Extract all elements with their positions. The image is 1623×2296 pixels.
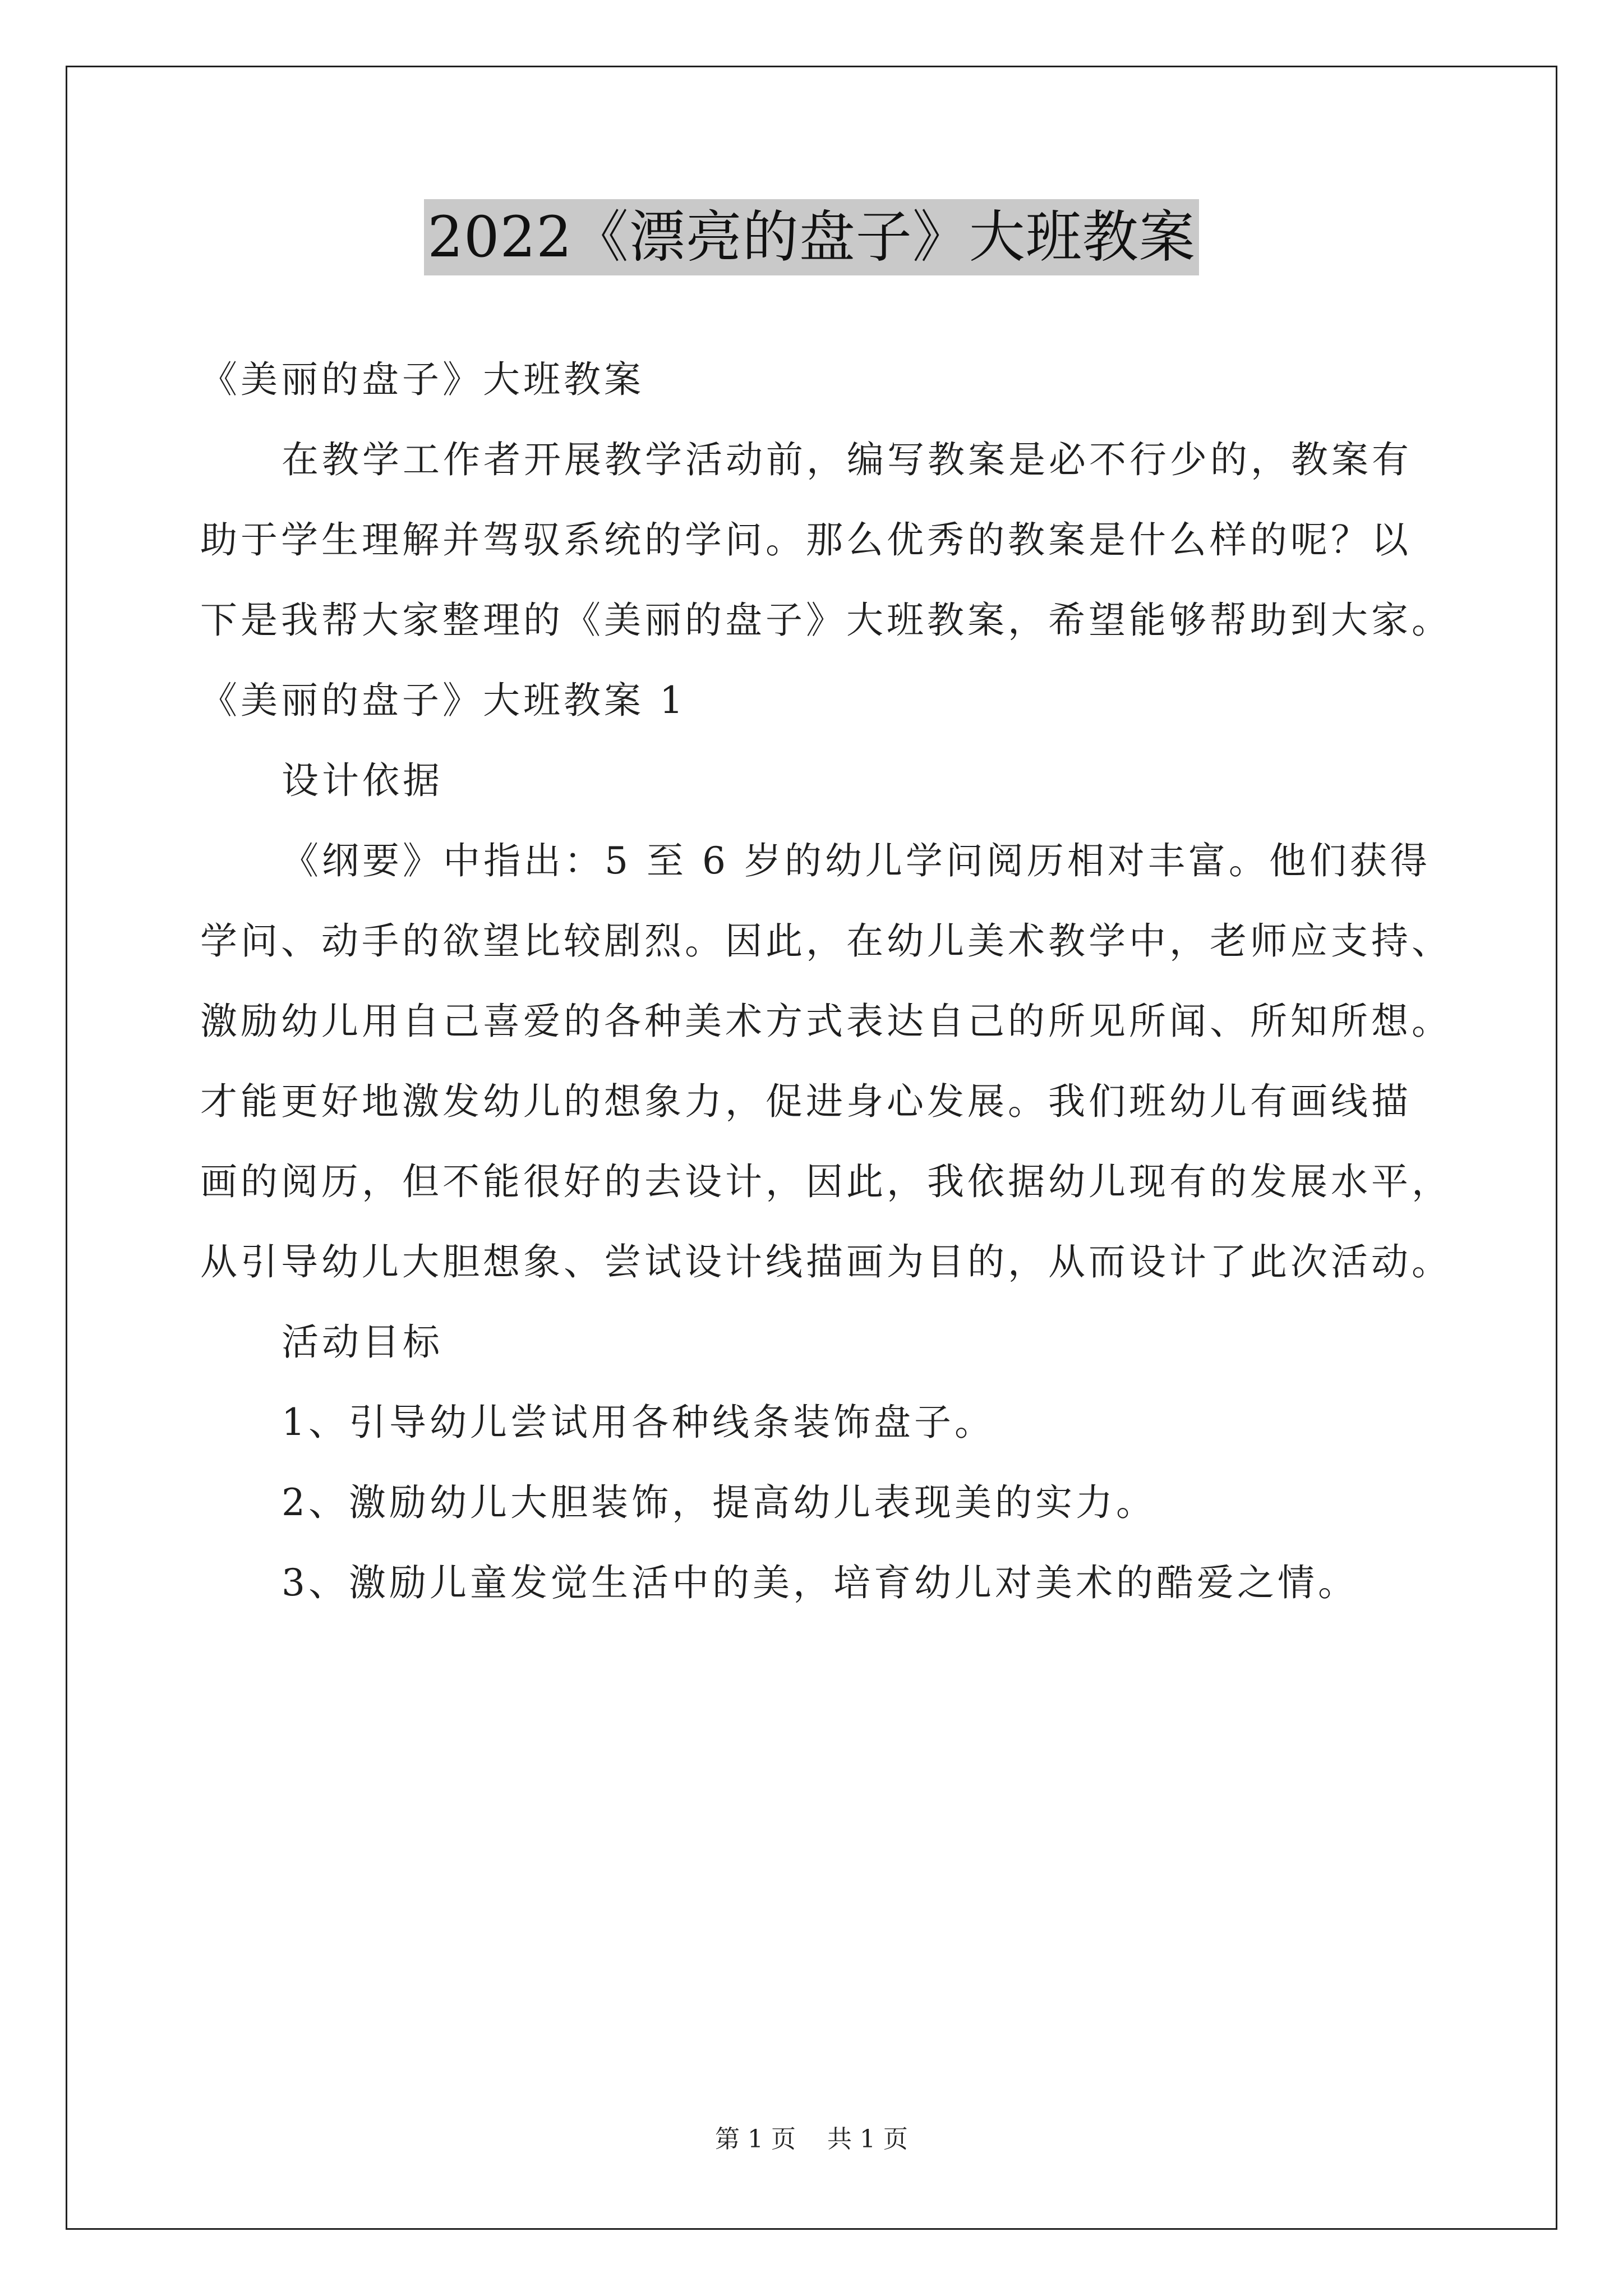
paragraph-line: 学问、动手的欲望比较剧烈。因此，在幼儿美术教学中，老师应支持、 [200,919,1452,963]
section-heading: 《美丽的盘子》大班教案 1 [200,679,686,722]
paragraph-line: 才能更好地激发幼儿的想象力，促进身心发展。我们班幼儿有画线描 [200,1080,1412,1123]
paragraph-line: 助于学生理解并驾驭系统的学问。那么优秀的教案是什么样的呢？以 [200,518,1412,562]
page-footer [0,2123,1623,2156]
subheading-design-basis: 设计依据 [282,759,443,802]
paragraph-line: 画的阅历，但不能很好的去设计，因此，我依据幼儿现有的发展水平， [200,1160,1452,1203]
document-title: 2022《漂亮的盘子》大班教案 [424,199,1199,275]
paragraph-line: 《美丽的盘子》大班教案 [200,358,644,401]
paragraph-line: 在教学工作者开展教学活动前，编写教案是必不行少的，教案有 [282,438,1412,481]
list-item: 2、激励幼儿大胆装饰，提高幼儿表现美的实力。 [282,1481,1156,1524]
paragraph-line: 从引导幼儿大胆想象、尝试设计线描画为目的，从而设计了此次活动。 [200,1240,1452,1283]
document-body [200,339,1452,1623]
title-container [0,199,1623,275]
paragraph-line: 下是我帮大家整理的《美丽的盘子》大班教案，希望能够帮助到大家。 [200,599,1452,642]
list-item: 1、引导幼儿尝试用各种线条装饰盘子。 [282,1401,995,1444]
paragraph-line: 激励幼儿用自己喜爱的各种美术方式表达自己的所见所闻、所知所想。 [200,1000,1452,1043]
subheading-activity-goals: 活动目标 [282,1320,443,1364]
list-item: 3、激励儿童发觉生活中的美，培育幼儿对美术的酷爱之情。 [282,1561,1358,1604]
page-number-label: 第 1 页 共 1 页 [715,2125,908,2154]
paragraph-line: 《纲要》中指出：5 至 6 岁的幼儿学问阅历相对丰富。他们获得 [282,839,1431,882]
